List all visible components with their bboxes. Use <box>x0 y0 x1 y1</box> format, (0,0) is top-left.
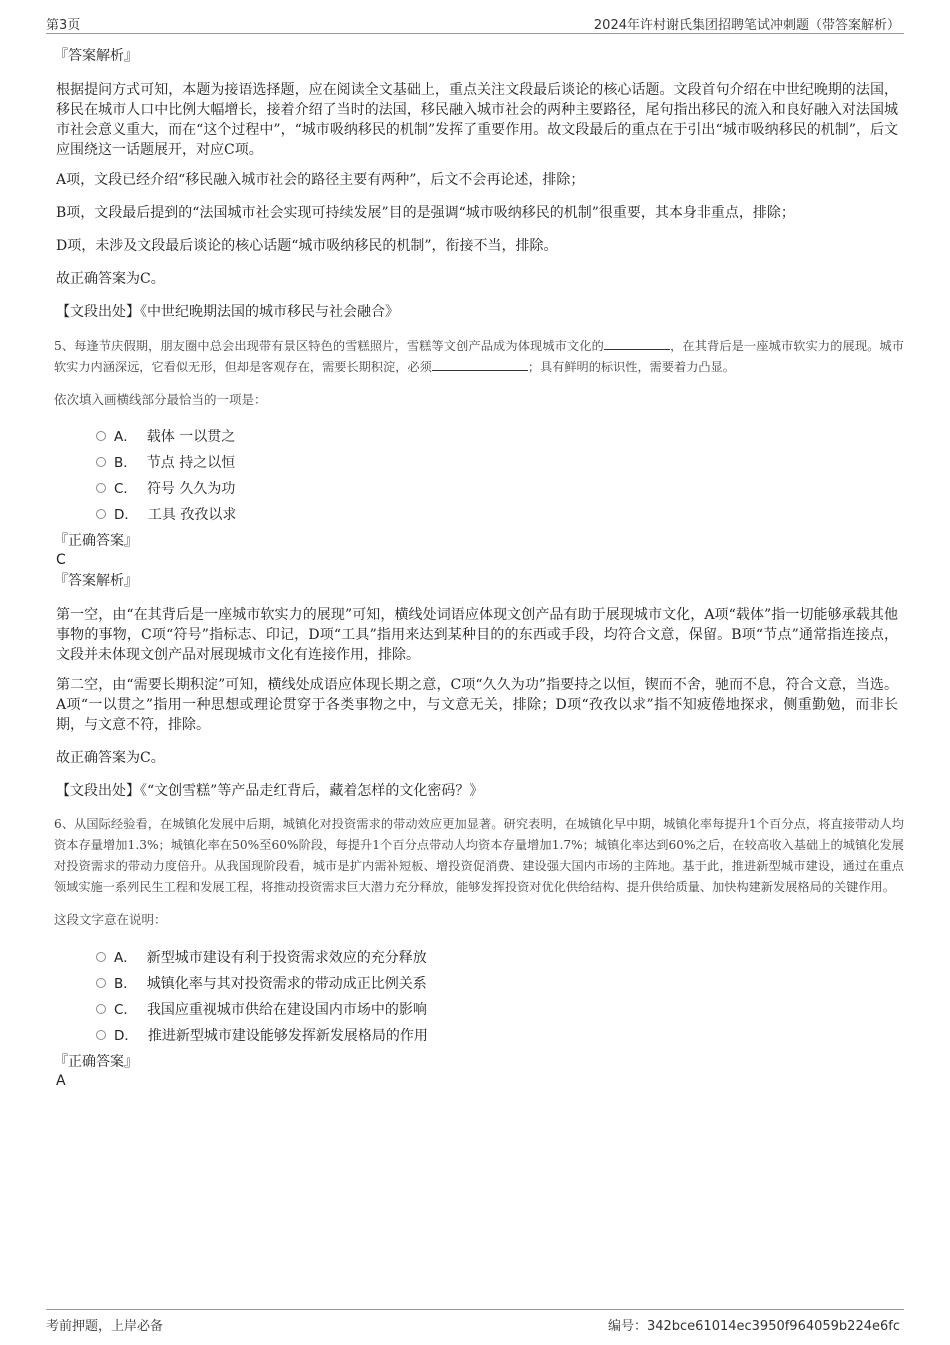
source-title: 《中世纪晚期法国的城市移民与社会融合》 <box>140 304 399 320</box>
option-b[interactable]: B． 城镇化率与其对投资需求的带动成正比例关系 <box>96 971 904 997</box>
page-footer <box>46 1309 904 1334</box>
radio-icon[interactable] <box>96 952 106 962</box>
document-title: 2024年许村谢氏集团招聘笔试冲刺题（带答案解析） <box>593 18 900 33</box>
analysis-paragraph: 第一空，由“在其背后是一座城市软实力的展现”可知，横线处词语应体现文创产品有助于展现城市文化，A项“载体”指一切能够承载其他事物的事物，C项“符号”指标志、印记，D项“工具”指用来达到某种目的的东西或手段，均符合文意，保留。B项“节点”通常指连接点，文段并未体现文创产品对展现城市文化有连接作用，排除。 <box>56 607 898 663</box>
radio-icon[interactable] <box>96 1030 106 1040</box>
radio-icon[interactable] <box>96 457 106 467</box>
correct-answer: C <box>56 552 66 568</box>
analysis-label: 『答案解析』 <box>54 48 138 64</box>
source-label: 【文段出处】 <box>56 304 140 320</box>
correct-answer-label: 『正确答案』 <box>54 533 138 549</box>
correct-answer: A <box>56 1073 66 1089</box>
option-c[interactable]: C． 符号 久久为功 <box>96 476 904 502</box>
option-list <box>46 945 904 1049</box>
correct-answer-label: 『正确答案』 <box>54 1054 138 1070</box>
analysis-paragraph: 第二空，由“需要长期积淀”可知，横线处成语应体现长期之意，C项“久久为功”指要持之以恒，锲而不舍，驰而不息，符合文意，当选。A项“一以贯之”指用一种思想或理论贯穿于各类事物之中，与文意无关，排除；D项“孜孜以求”指不知疲倦地探求，侧重勤勉，而非长期，与文意不符，排除。 <box>56 677 898 733</box>
option-d[interactable]: D． 工具 孜孜以求 <box>96 502 904 528</box>
question-text: 5、每逢节庆假期，朋友圈中总会出现带有景区特色的雪糕照片，雪糕等文创产品成为体现城市文化的 ，在其背后是一座城市软实力的展现。城市软实力内涵深远，它看似无形，但却是客观存在，需要长期积淀，必须 ；具有鲜明的标识性，需要着力凸显。 <box>46 336 904 378</box>
analysis-paragraph: D项，未涉及文段最后谈论的核心话题“城市吸纳移民的机制”，衔接不当，排除。 <box>56 238 558 254</box>
question-text: 6、从国际经验看，在城镇化发展中后期，城镇化对投资需求的带动效应更加显著。研究表明，在城镇化早中期，城镇化率每提升1个百分点，将直接带动人均资本存量增加1.3%；城镇化率在50%至60%阶段，每提升1个百分点带动人均资本存量增加1.7%；城镇化率达到60%之后，在较高收入基础上的城镇化发展对投资需求的带动力度倍升。从我国现阶段看，城市是扩内需补短板、增投资促消费、建设强大国内市场的主阵地。基于此，推进新型城市建设，通过在重点领域实施一系列民生工程和发展工程，将推动投资需求巨大潜力充分释放，能够发挥投资对优化供给结构、提升供给质量、加快构建新发展格局的关键作用。 <box>54 817 904 894</box>
question-prompt: 这段文字意在说明： <box>54 912 167 927</box>
radio-icon[interactable] <box>96 431 106 441</box>
option-a[interactable]: A． 新型城市建设有利于投资需求效应的充分释放 <box>96 945 904 971</box>
source-title: 《“文创雪糕”等产品走红背后，藏着怎样的文化密码？》 <box>140 783 484 799</box>
footer-slogan: 考前押题，上岸必备 <box>46 1319 164 1334</box>
option-c[interactable]: C． 我国应重视城市供给在建设国内市场中的影响 <box>96 997 904 1023</box>
radio-icon[interactable] <box>96 978 106 988</box>
blank-line <box>604 336 670 350</box>
page-header <box>46 14 904 34</box>
blank-line <box>432 357 528 371</box>
option-b[interactable]: B． 节点 持之以恒 <box>96 450 904 476</box>
option-a[interactable]: A． 载体 一以贯之 <box>96 424 904 450</box>
analysis-paragraph: A项，文段已经介绍“移民融入城市社会的路径主要有两种”，后文不会再论述，排除； <box>56 172 585 188</box>
option-d[interactable]: D． 推进新型城市建设能够发挥新发展格局的作用 <box>96 1023 904 1049</box>
document-id: 编号：342bce61014ec3950f964059b224e6fc <box>607 1319 900 1334</box>
analysis-label: 『答案解析』 <box>54 573 138 589</box>
radio-icon[interactable] <box>96 1004 106 1014</box>
option-list <box>46 424 904 528</box>
radio-icon[interactable] <box>96 483 106 493</box>
radio-icon[interactable] <box>96 509 106 519</box>
question-prompt: 依次填入画横线部分最恰当的一项是： <box>54 392 267 407</box>
passage-source <box>46 781 904 801</box>
answer-conclusion: 故正确答案为C。 <box>56 750 165 766</box>
answer-conclusion: 故正确答案为C。 <box>56 271 165 287</box>
analysis-paragraph: B项，文段最后提到的“法国城市社会实现可持续发展”目的是强调“城市吸纳移民的机制”很重要，其本身非重点，排除； <box>56 205 795 221</box>
page-content <box>46 46 904 1090</box>
passage-source <box>46 302 904 322</box>
page-number: 第3页 <box>46 18 81 33</box>
analysis-paragraph: 根据提问方式可知，本题为接语选择题，应在阅读全文基础上，重点关注文段最后谈论的核心话题。文段首句介绍在中世纪晚期的法国，移民在城市人口中比例大幅增长，接着介绍了当时的法国，移民融入城市社会的两种主要路径，尾句指出移民的流入和良好融入对法国城市社会意义重大，而在“这个过程中”，“城市吸纳移民的机制”发挥了重要作用。故文段最后的重点在于引出“城市吸纳移民的机制”，后文应围绕这一话题展开，对应C项。 <box>56 82 898 158</box>
source-label: 【文段出处】 <box>56 783 140 799</box>
